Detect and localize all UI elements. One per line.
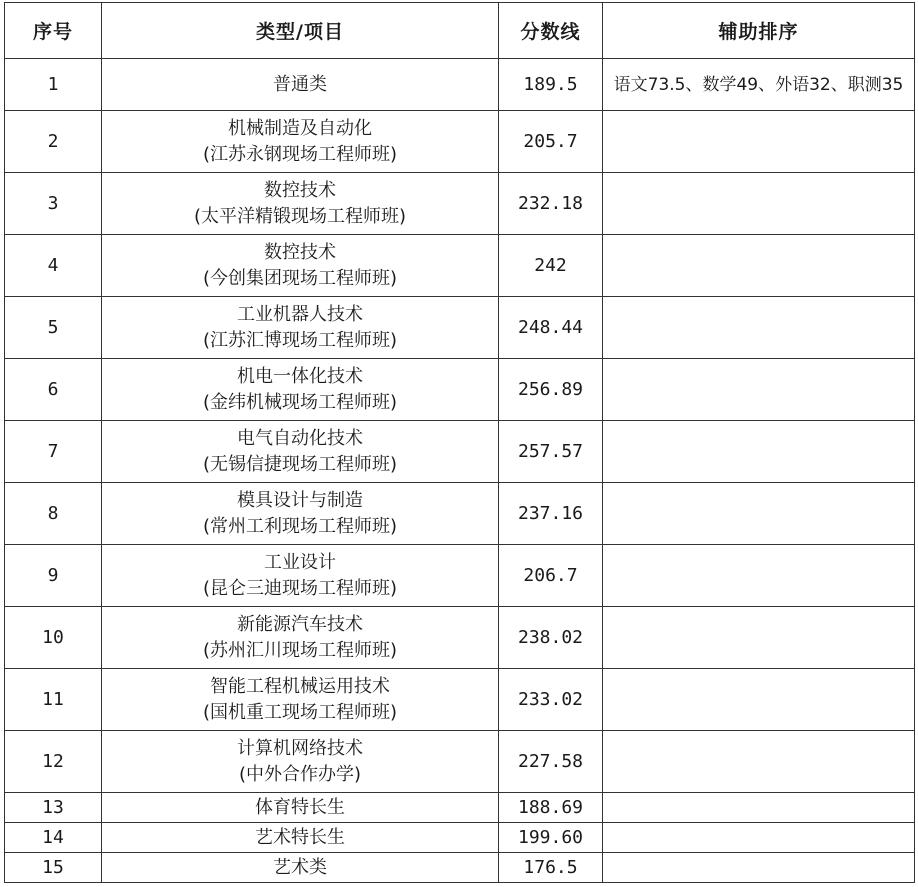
row-aux <box>603 111 915 173</box>
row-aux <box>603 483 915 545</box>
row-score: 232.18 <box>499 173 603 235</box>
row-type-line1: 数控技术 <box>264 241 336 263</box>
row-aux <box>603 669 915 731</box>
row-type <box>102 297 499 359</box>
row-type-line2: (无锡信捷现场工程师班) <box>202 453 398 475</box>
row-aux <box>603 731 915 793</box>
row-no: 6 <box>5 359 102 421</box>
table-row <box>5 853 915 883</box>
row-no: 9 <box>5 545 102 607</box>
row-type <box>102 235 499 297</box>
table-row <box>5 421 915 483</box>
row-aux <box>603 793 915 823</box>
row-no: 12 <box>5 731 102 793</box>
table-row <box>5 731 915 793</box>
row-aux <box>603 607 915 669</box>
row-type <box>102 793 499 823</box>
table-row <box>5 483 915 545</box>
row-score: 238.02 <box>499 607 603 669</box>
row-no: 1 <box>5 59 102 111</box>
row-aux <box>603 545 915 607</box>
row-type-line2: (今创集团现场工程师班) <box>202 267 398 289</box>
row-type-line2: (金纬机械现场工程师班) <box>202 391 398 413</box>
row-no: 8 <box>5 483 102 545</box>
row-type-line1: 数控技术 <box>264 179 336 201</box>
row-type-line1: 机械制造及自动化 <box>228 117 372 139</box>
row-type <box>102 545 499 607</box>
row-type <box>102 853 499 883</box>
row-aux <box>603 235 915 297</box>
table-row <box>5 359 915 421</box>
row-score: 188.69 <box>499 793 603 823</box>
row-type-line1: 机电一体化技术 <box>237 365 363 387</box>
table-row <box>5 235 915 297</box>
row-score: 227.58 <box>499 731 603 793</box>
row-score: 206.7 <box>499 545 603 607</box>
row-score: 176.5 <box>499 853 603 883</box>
row-aux <box>603 421 915 483</box>
row-score: 233.02 <box>499 669 603 731</box>
row-type-line1: 新能源汽车技术 <box>237 613 363 635</box>
row-score: 237.16 <box>499 483 603 545</box>
row-no: 5 <box>5 297 102 359</box>
row-no: 14 <box>5 823 102 853</box>
row-no: 13 <box>5 793 102 823</box>
row-score: 199.60 <box>499 823 603 853</box>
row-score: 205.7 <box>499 111 603 173</box>
row-no: 15 <box>5 853 102 883</box>
table-row <box>5 607 915 669</box>
row-type-line1: 体育特长生 <box>255 796 345 818</box>
table-row <box>5 111 915 173</box>
row-type-line1: 电气自动化技术 <box>237 427 363 449</box>
row-type <box>102 111 499 173</box>
row-type-line1: 艺术类 <box>273 856 327 878</box>
row-type-line1: 计算机网络技术 <box>237 737 363 759</box>
score-table <box>4 2 915 883</box>
row-type <box>102 731 499 793</box>
row-no: 7 <box>5 421 102 483</box>
row-type <box>102 669 499 731</box>
row-type-line2: (太平洋精锻现场工程师班) <box>193 205 407 227</box>
table-row <box>5 669 915 731</box>
row-aux <box>603 297 915 359</box>
row-type-line2: (常州工利现场工程师班) <box>202 515 398 537</box>
table-row <box>5 793 915 823</box>
row-type <box>102 359 499 421</box>
row-aux: 语文73.5、数学49、外语32、职测35 <box>603 59 915 111</box>
row-type-line1: 工业机器人技术 <box>237 303 363 325</box>
row-type-line2: (江苏永钢现场工程师班) <box>202 143 398 165</box>
row-aux <box>603 359 915 421</box>
row-aux <box>603 853 915 883</box>
table-row <box>5 173 915 235</box>
row-type-line1: 模具设计与制造 <box>237 489 363 511</box>
header-aux: 辅助排序 <box>603 3 915 59</box>
row-score: 248.44 <box>499 297 603 359</box>
row-type-line2: (江苏汇博现场工程师班) <box>202 329 398 351</box>
row-type <box>102 421 499 483</box>
row-type-line2: (苏州汇川现场工程师班) <box>202 639 398 661</box>
row-no: 3 <box>5 173 102 235</box>
row-type-line1: 艺术特长生 <box>255 826 345 848</box>
row-score: 257.57 <box>499 421 603 483</box>
row-aux <box>603 823 915 853</box>
row-score: 256.89 <box>499 359 603 421</box>
row-type <box>102 823 499 853</box>
table-row <box>5 59 915 111</box>
row-no: 10 <box>5 607 102 669</box>
row-type-line2: (国机重工现场工程师班) <box>202 701 398 723</box>
row-type-line1: 智能工程机械运用技术 <box>210 675 390 697</box>
header-type: 类型/项目 <box>102 3 499 59</box>
row-no: 11 <box>5 669 102 731</box>
row-type <box>102 173 499 235</box>
header-row <box>5 3 915 59</box>
row-type-line2: (中外合作办学) <box>238 763 362 785</box>
row-no: 2 <box>5 111 102 173</box>
row-type-line1: 普通类 <box>273 73 327 95</box>
header-score: 分数线 <box>499 3 603 59</box>
row-score: 189.5 <box>499 59 603 111</box>
row-type <box>102 59 499 111</box>
table-row <box>5 823 915 853</box>
row-type-line2: (昆仑三迪现场工程师班) <box>202 577 398 599</box>
table-row <box>5 297 915 359</box>
row-type <box>102 483 499 545</box>
row-type-line1: 工业设计 <box>264 551 336 573</box>
row-aux <box>603 173 915 235</box>
table-row <box>5 545 915 607</box>
row-no: 4 <box>5 235 102 297</box>
row-type <box>102 607 499 669</box>
row-score: 242 <box>499 235 603 297</box>
header-no: 序号 <box>5 3 102 59</box>
